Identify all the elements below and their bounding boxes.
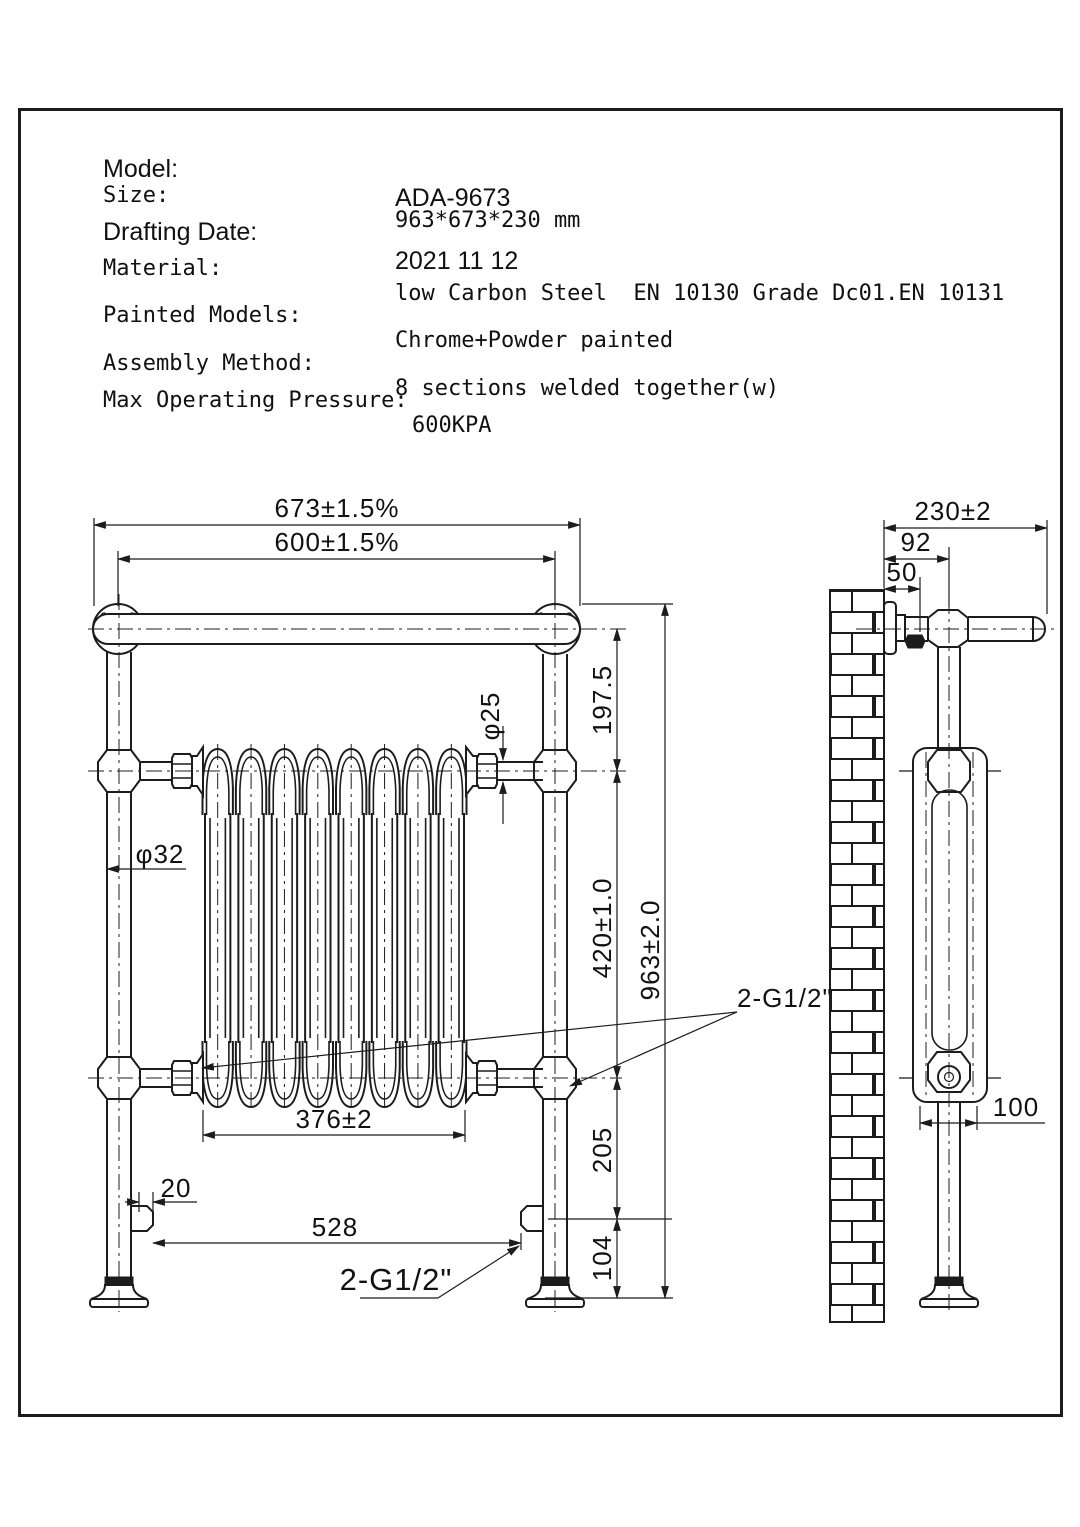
dim-post-diameter: φ32: [135, 839, 185, 869]
radiator-bosses: [192, 747, 477, 1102]
size-value: 963*673*230 mm: [395, 208, 581, 233]
left-valve-fitting: [131, 1206, 153, 1231]
wall-bracket-flange: [884, 602, 896, 654]
model-label: Model:: [103, 155, 179, 183]
date-value: 2021 11 12: [395, 247, 519, 275]
pressure-value: 600KPA: [412, 413, 492, 438]
dim-valve-span: 528: [311, 1212, 359, 1242]
union-nuts: [172, 754, 497, 1095]
label-connection-upper: 2-G1/2": [737, 983, 833, 1013]
dim-radiator-height: 420±1.0: [587, 877, 617, 979]
model-value: ADA-9673: [395, 184, 511, 212]
dim-total-height: 963±2.0: [635, 899, 665, 1001]
assembly-value: 8 sections welded together(w): [395, 376, 780, 401]
dim-radiator-depth: 100: [992, 1092, 1040, 1122]
dim-lower-gap: 205: [587, 1126, 617, 1174]
dim-valve-offset: 20: [160, 1173, 192, 1203]
dim-depth: 230±2: [914, 496, 992, 526]
label-connection-lower: 2-G1/2": [339, 1262, 453, 1297]
centerlines: [88, 594, 1057, 1312]
dim-tube-diameter: φ25: [475, 691, 505, 741]
painted-label: Painted Models:: [103, 303, 302, 328]
material-value: low Carbon Steel EN 10130 Grade Dc01.EN 10131: [395, 281, 1005, 306]
dim-top-drop: 197.5: [587, 664, 617, 736]
bracket-neck: [896, 615, 905, 641]
assembly-label: Assembly Method:: [103, 351, 315, 376]
brick-wall: [830, 590, 884, 1322]
side-radiator-profile: [913, 748, 987, 1102]
dim-rail-width: 600±1.5%: [274, 527, 400, 557]
dim-post-offset: 92: [900, 527, 932, 557]
dim-bracket-offset: 50: [886, 557, 918, 587]
side-view: [830, 590, 1045, 1322]
painted-value: Chrome+Powder painted: [395, 328, 674, 353]
dim-foot-height: 104: [587, 1234, 617, 1282]
date-label: Drafting Date:: [103, 218, 258, 246]
dim-radiator-width: 376±2: [295, 1104, 373, 1134]
pressure-label: Max Operating Pressure:: [103, 388, 408, 413]
dim-outer-width: 673±1.5%: [274, 493, 400, 523]
material-label: Material:: [103, 256, 223, 281]
right-valve-fitting: [521, 1206, 543, 1231]
size-label: Size:: [103, 183, 170, 208]
radiator-sections: [203, 744, 467, 1112]
